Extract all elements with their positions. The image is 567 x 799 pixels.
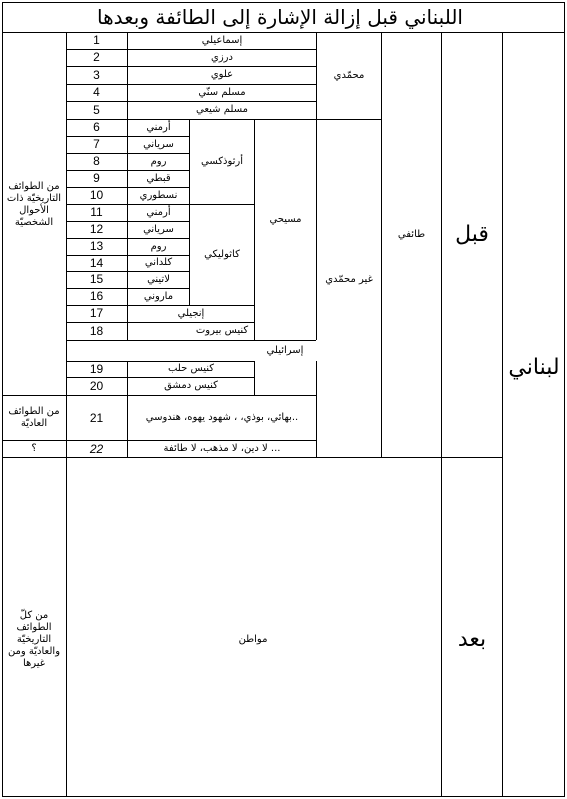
divider-jewish <box>254 361 255 395</box>
sect-name: لاتيني <box>147 273 170 285</box>
sect-name: مسلم سنّي <box>198 86 246 98</box>
sect-name: روم <box>150 240 167 252</box>
before-after-line <box>2 457 502 458</box>
row-number: 5 <box>93 102 100 117</box>
row-number: 12 <box>89 222 104 237</box>
row-number: 20 <box>89 378 104 393</box>
muslim-label: محمّدي <box>333 69 365 81</box>
after-all-sects-label: من كلّ الطوائف التاريخيّة والعاديّة ومن غيرها <box>7 610 61 669</box>
sectarian-label: طائفي <box>397 229 426 240</box>
unknown-label: ؟ <box>31 443 37 454</box>
citizen-label: مواطن <box>238 634 268 645</box>
row-number: 9 <box>93 171 100 186</box>
catholic-label: كاثوليكي <box>204 248 240 260</box>
synagogue-label: كنيس دمشق <box>164 380 218 391</box>
row-number: 21 <box>89 410 104 425</box>
before-label: قبل <box>455 221 489 247</box>
christian-label: مسيحي <box>269 214 302 225</box>
row-number: 4 <box>93 85 100 100</box>
sect-name: روم <box>150 155 167 167</box>
no-religion-label: لا دين، لا مذهب، لا طائفة ... <box>163 443 281 454</box>
ordinary-sects-label: من الطوائف العاديّة <box>8 406 60 429</box>
evangelical-label: إنجيلي <box>177 307 205 319</box>
sect-name: علوي <box>210 69 234 80</box>
row-number: 6 <box>93 120 100 135</box>
row-number: 8 <box>93 154 100 169</box>
row-number: 17 <box>89 306 104 321</box>
synagogue-label: كنيس حلب <box>167 363 215 374</box>
row-number: 15 <box>89 272 104 287</box>
sect-name: مسلم شيعي <box>196 104 248 115</box>
row-number: 16 <box>89 289 104 304</box>
row-number: 22 <box>89 441 104 456</box>
sect-name: ماروني <box>143 290 174 302</box>
sect-name: نسطوري <box>139 189 178 201</box>
row-number: 14 <box>89 255 104 270</box>
israeli-label: إسرائيلي <box>266 344 304 356</box>
row-number: 13 <box>89 239 104 254</box>
row-number: 18 <box>89 323 104 338</box>
ordinary-sects-list: بهائي، بوذي، ، شهود يهوه، هندوسي.. <box>145 412 299 423</box>
divider-muslim-right-lower <box>316 361 317 457</box>
lebanese-label: لبناني <box>508 354 560 380</box>
row-number: 19 <box>89 361 104 376</box>
orthodox-label: أرثوذكسي <box>200 155 244 167</box>
non-muslim-label: غير محمّدي <box>325 274 373 285</box>
divider-before-after <box>441 32 442 797</box>
divider-lebanese <box>502 32 503 797</box>
row-number: 2 <box>93 50 100 65</box>
sect-name: أرمني <box>146 206 171 218</box>
row-line <box>66 340 316 341</box>
row-number: 7 <box>93 137 100 152</box>
sect-name: سرياني <box>143 138 174 150</box>
sect-name: سرياني <box>143 223 174 235</box>
page-title: اللبناني قبل إزالة الإشارة إلى الطائفة وبعدها <box>97 5 463 29</box>
sect-name: درزي <box>211 51 233 63</box>
row-number: 11 <box>90 205 103 220</box>
sect-name: كلداني <box>144 257 173 268</box>
row-number: 1 <box>93 33 100 48</box>
row-number: 3 <box>93 67 100 82</box>
row-number: 10 <box>89 188 104 203</box>
synagogue-label: كنيس بيروت <box>195 325 249 336</box>
sect-name: قبطي <box>146 172 171 184</box>
historical-sects-label: من الطوائف التاريخيّة ذات الأحوال الشخصيّة <box>6 181 62 228</box>
sect-name: أرمني <box>146 121 171 133</box>
sect-name: إسماعيلي <box>201 34 243 46</box>
after-label: بعد <box>457 626 487 652</box>
